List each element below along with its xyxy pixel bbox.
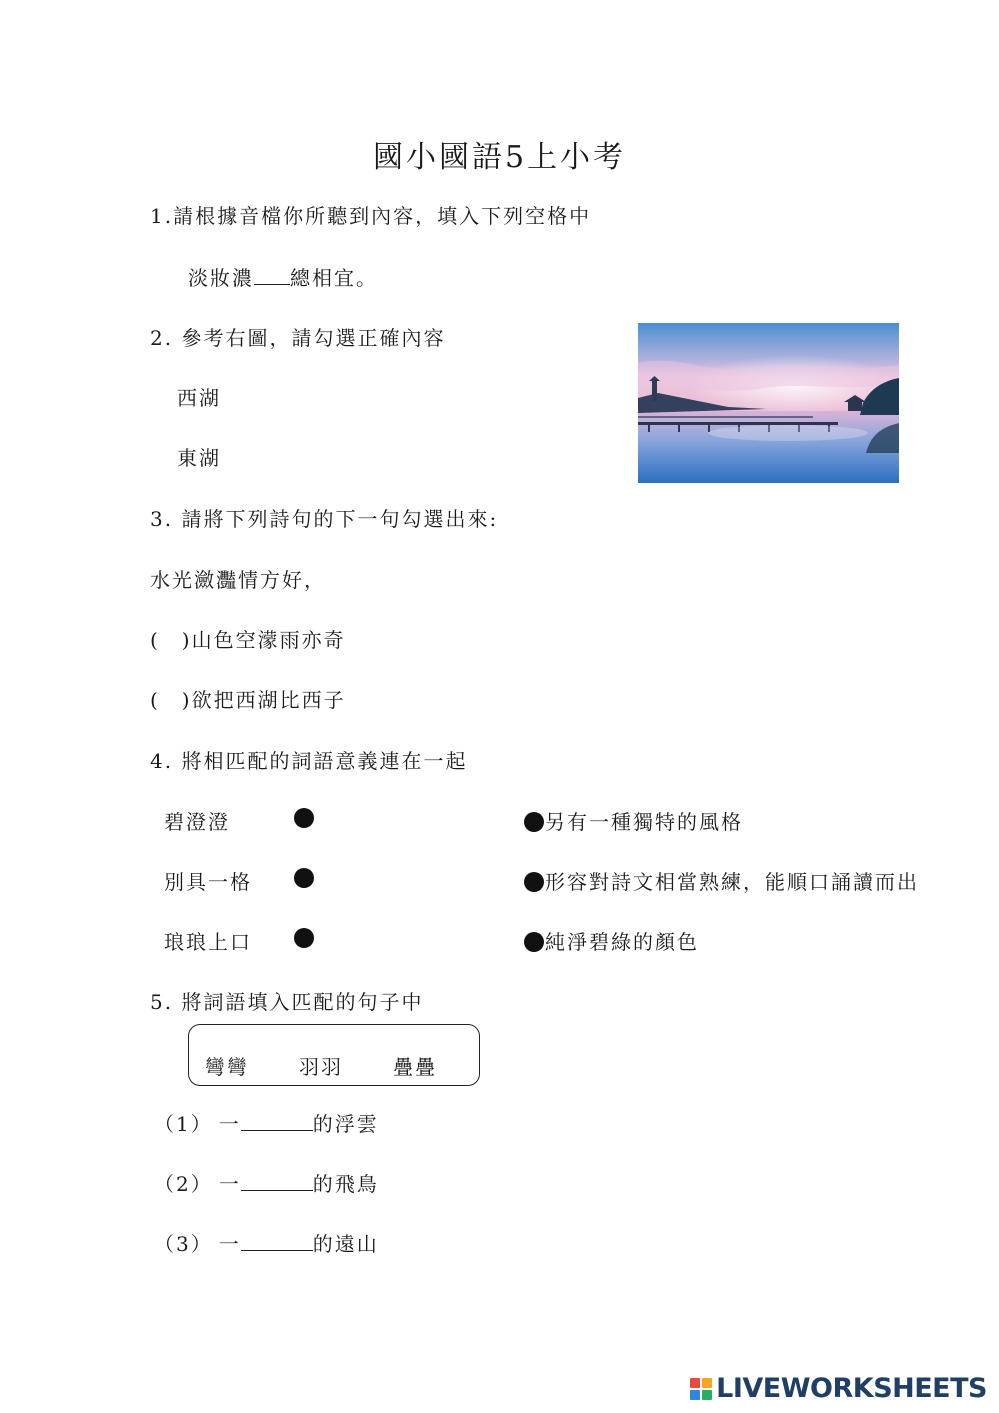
word-bank-word-3[interactable]: 疊疊 — [393, 1055, 437, 1079]
item-number: （1） — [154, 1112, 213, 1136]
question-3-option-1[interactable] — [150, 624, 346, 653]
item-suffix: 的飛鳥 — [312, 1172, 379, 1196]
question-3-option-2[interactable] — [150, 684, 346, 713]
word-bank-word-2[interactable]: 羽羽 — [299, 1055, 343, 1079]
match-left-term-3: 琅琅上口 — [164, 930, 252, 954]
match-right-text-1: 另有一種獨特的風格 — [545, 810, 743, 834]
liveworksheets-logo-icon — [690, 1378, 712, 1400]
option-checkbox[interactable]: ( ) — [150, 628, 192, 652]
item-prefix: 一 — [218, 1232, 241, 1256]
liveworksheets-logo-text: LIVEWORKSHEETS — [716, 1373, 987, 1404]
question-1-prompt: 1.請根據音檔你所聽到內容，填入下列空格中 — [150, 204, 592, 228]
page-title: 國小國語5上小考 — [372, 140, 627, 175]
option-text: 欲把西湖比西子 — [191, 688, 346, 712]
match-right-dot-1[interactable] — [524, 812, 544, 832]
item-blank[interactable] — [241, 1190, 313, 1191]
question-2-option-east-lake[interactable]: 東湖 — [177, 446, 221, 470]
match-right-text-2: 形容對詩文相當熟練，能順口誦讀而出 — [545, 870, 919, 894]
match-right-dot-3[interactable] — [524, 932, 544, 952]
item-number: （2） — [154, 1172, 213, 1196]
option-text: 山色空濛雨亦奇 — [191, 628, 346, 652]
west-lake-photo — [638, 323, 899, 483]
option-checkbox[interactable]: ( ) — [150, 688, 192, 712]
match-left-term-1: 碧澄澄 — [164, 810, 230, 834]
item-suffix: 的浮雲 — [312, 1112, 379, 1136]
match-right-dot-2[interactable] — [524, 872, 544, 892]
item-blank[interactable] — [241, 1250, 313, 1251]
match-left-dot-1[interactable] — [294, 808, 314, 828]
match-left-term-2: 別具一格 — [164, 870, 252, 894]
item-blank[interactable] — [241, 1130, 313, 1131]
item-prefix: 一 — [218, 1112, 241, 1136]
question-1-line — [188, 262, 378, 291]
question-3-verse: 水光瀲灩情方好， — [150, 568, 326, 592]
item-prefix: 一 — [218, 1172, 241, 1196]
question-1-text-before: 淡妝濃 — [188, 266, 254, 290]
match-right-definition-3 — [524, 926, 699, 955]
item-number: （3） — [154, 1232, 213, 1256]
match-right-definition-2 — [524, 866, 919, 895]
question-2-prompt: 2. 參考右圖，請勾選正確內容 — [150, 326, 446, 350]
question-1-text-after: 總相宜。 — [290, 266, 378, 290]
word-bank-word-1[interactable]: 彎彎 — [205, 1055, 249, 1079]
question-2-option-west-lake[interactable]: 西湖 — [177, 386, 221, 410]
question-1-blank[interactable] — [254, 284, 290, 285]
match-right-definition-1 — [524, 806, 743, 835]
question-4-prompt: 4. 將相匹配的詞語意義連在一起 — [150, 749, 468, 773]
liveworksheets-logo[interactable] — [690, 1373, 987, 1404]
question-5-prompt: 5. 將詞語填入匹配的句子中 — [150, 990, 424, 1014]
question-5-item-2 — [154, 1168, 379, 1197]
match-right-text-3: 純淨碧綠的顏色 — [545, 930, 699, 954]
word-bank-box — [188, 1024, 480, 1086]
question-5-item-3 — [154, 1228, 379, 1257]
match-left-dot-3[interactable] — [294, 928, 314, 948]
question-5-item-1 — [154, 1108, 379, 1137]
question-3-prompt: 3. 請將下列詩句的下一句勾選出來: — [150, 507, 499, 531]
item-suffix: 的遠山 — [312, 1232, 379, 1256]
match-left-dot-2[interactable] — [294, 868, 314, 888]
